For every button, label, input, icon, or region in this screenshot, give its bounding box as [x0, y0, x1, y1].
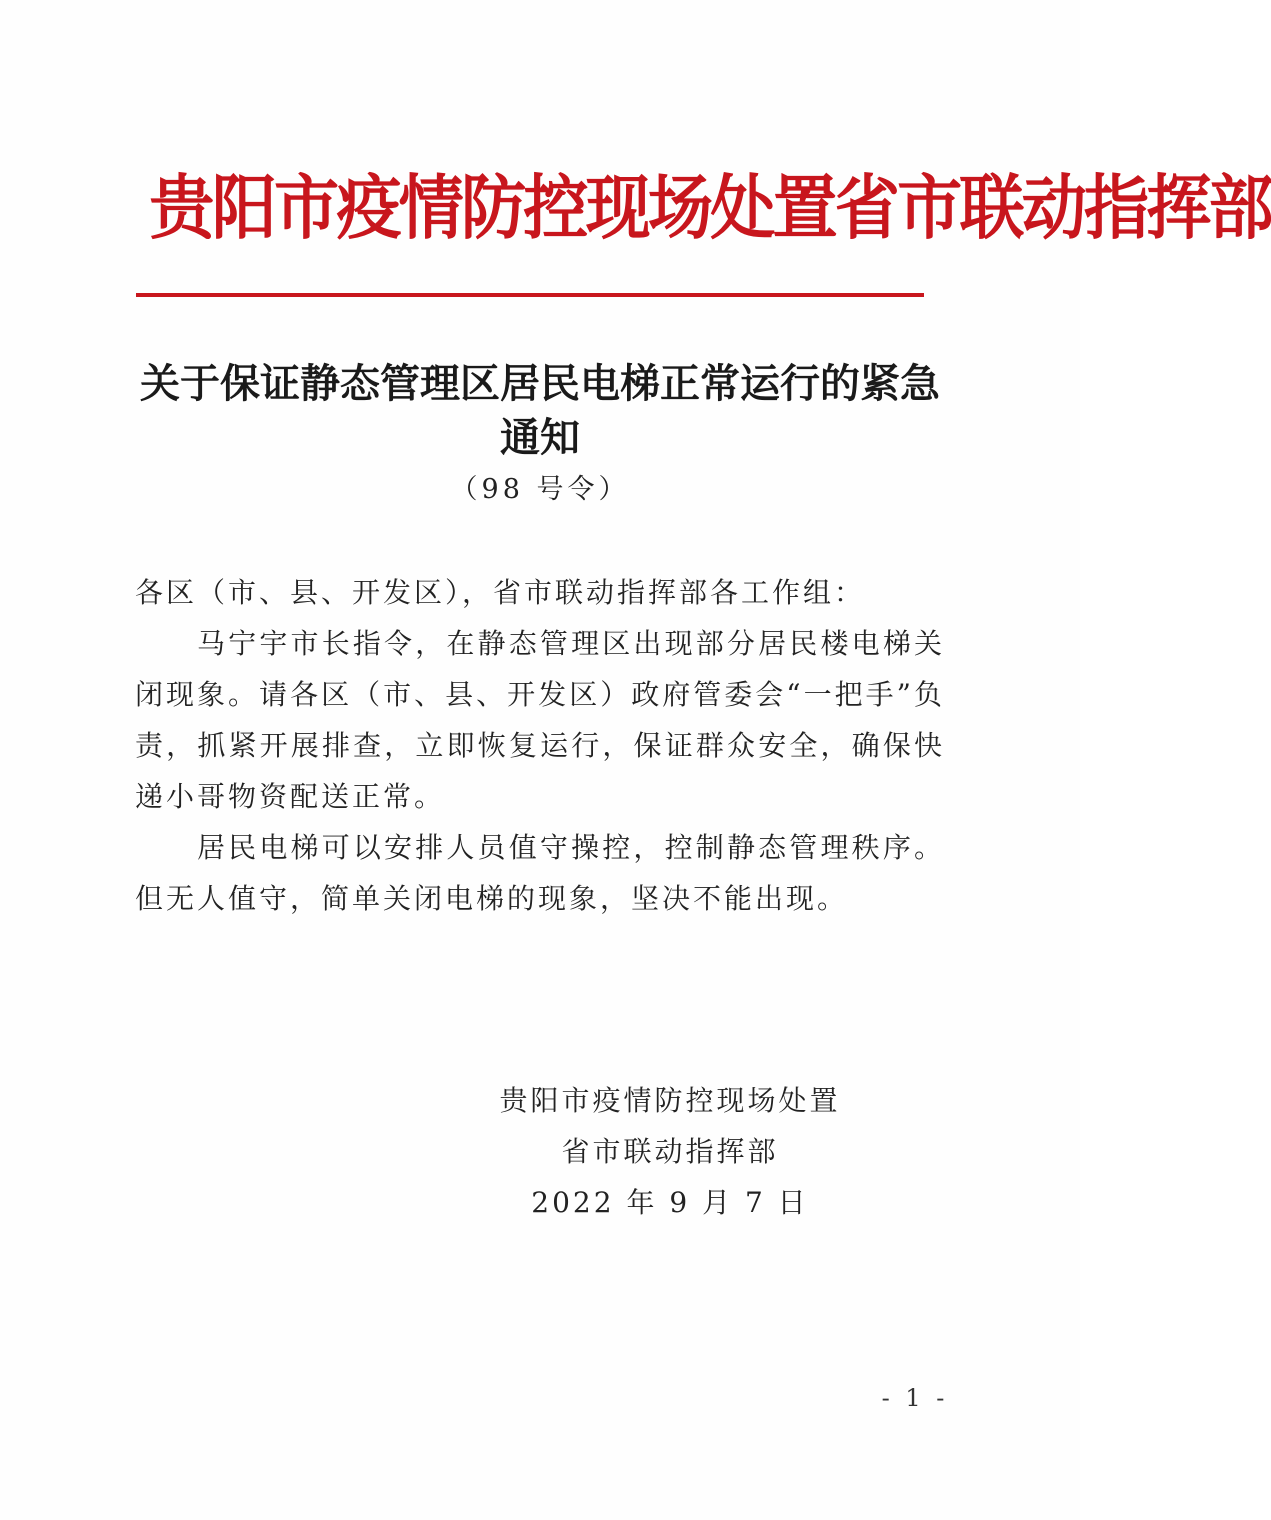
signature-issuer-line-1: 贵阳市疫情防控现场处置 [499, 1084, 841, 1117]
document-title-line-1: 关于保证静态管理区居民电梯正常运行的紧急 [140, 360, 940, 407]
document-body [135, 567, 945, 924]
masthead-title: 贵阳市疫情防控现场处置省市联动指挥部 [149, 167, 1271, 249]
document-number: （98 号令） [450, 474, 630, 505]
signature-date: 2022 年 9 月 7 日 [531, 1186, 809, 1219]
salutation: 各区（市、县、开发区），省市联动指挥部各工作组： [135, 576, 866, 609]
document-title-line-2: 通知 [500, 414, 580, 461]
signature-block [480, 1075, 860, 1228]
document-title [120, 357, 960, 465]
masthead-red-rule [136, 293, 924, 297]
body-paragraph-2: 居民电梯可以安排人员值守操控，控制静态管理秩序。但无人值守，简单关闭电梯的现象，坚决不能出现。 [135, 831, 945, 915]
page-number: - 1 - [881, 1384, 949, 1412]
body-paragraph-1: 马宁宇市长指令，在静态管理区出现部分居民楼电梯关闭现象。请各区（市、县、开发区）政府管委会“一把手”负责，抓紧开展排查，立即恢复运行，保证群众安全，确保快递小哥物资配送正常。 [135, 627, 945, 813]
signature-issuer-line-2: 省市联动指挥部 [561, 1135, 779, 1168]
